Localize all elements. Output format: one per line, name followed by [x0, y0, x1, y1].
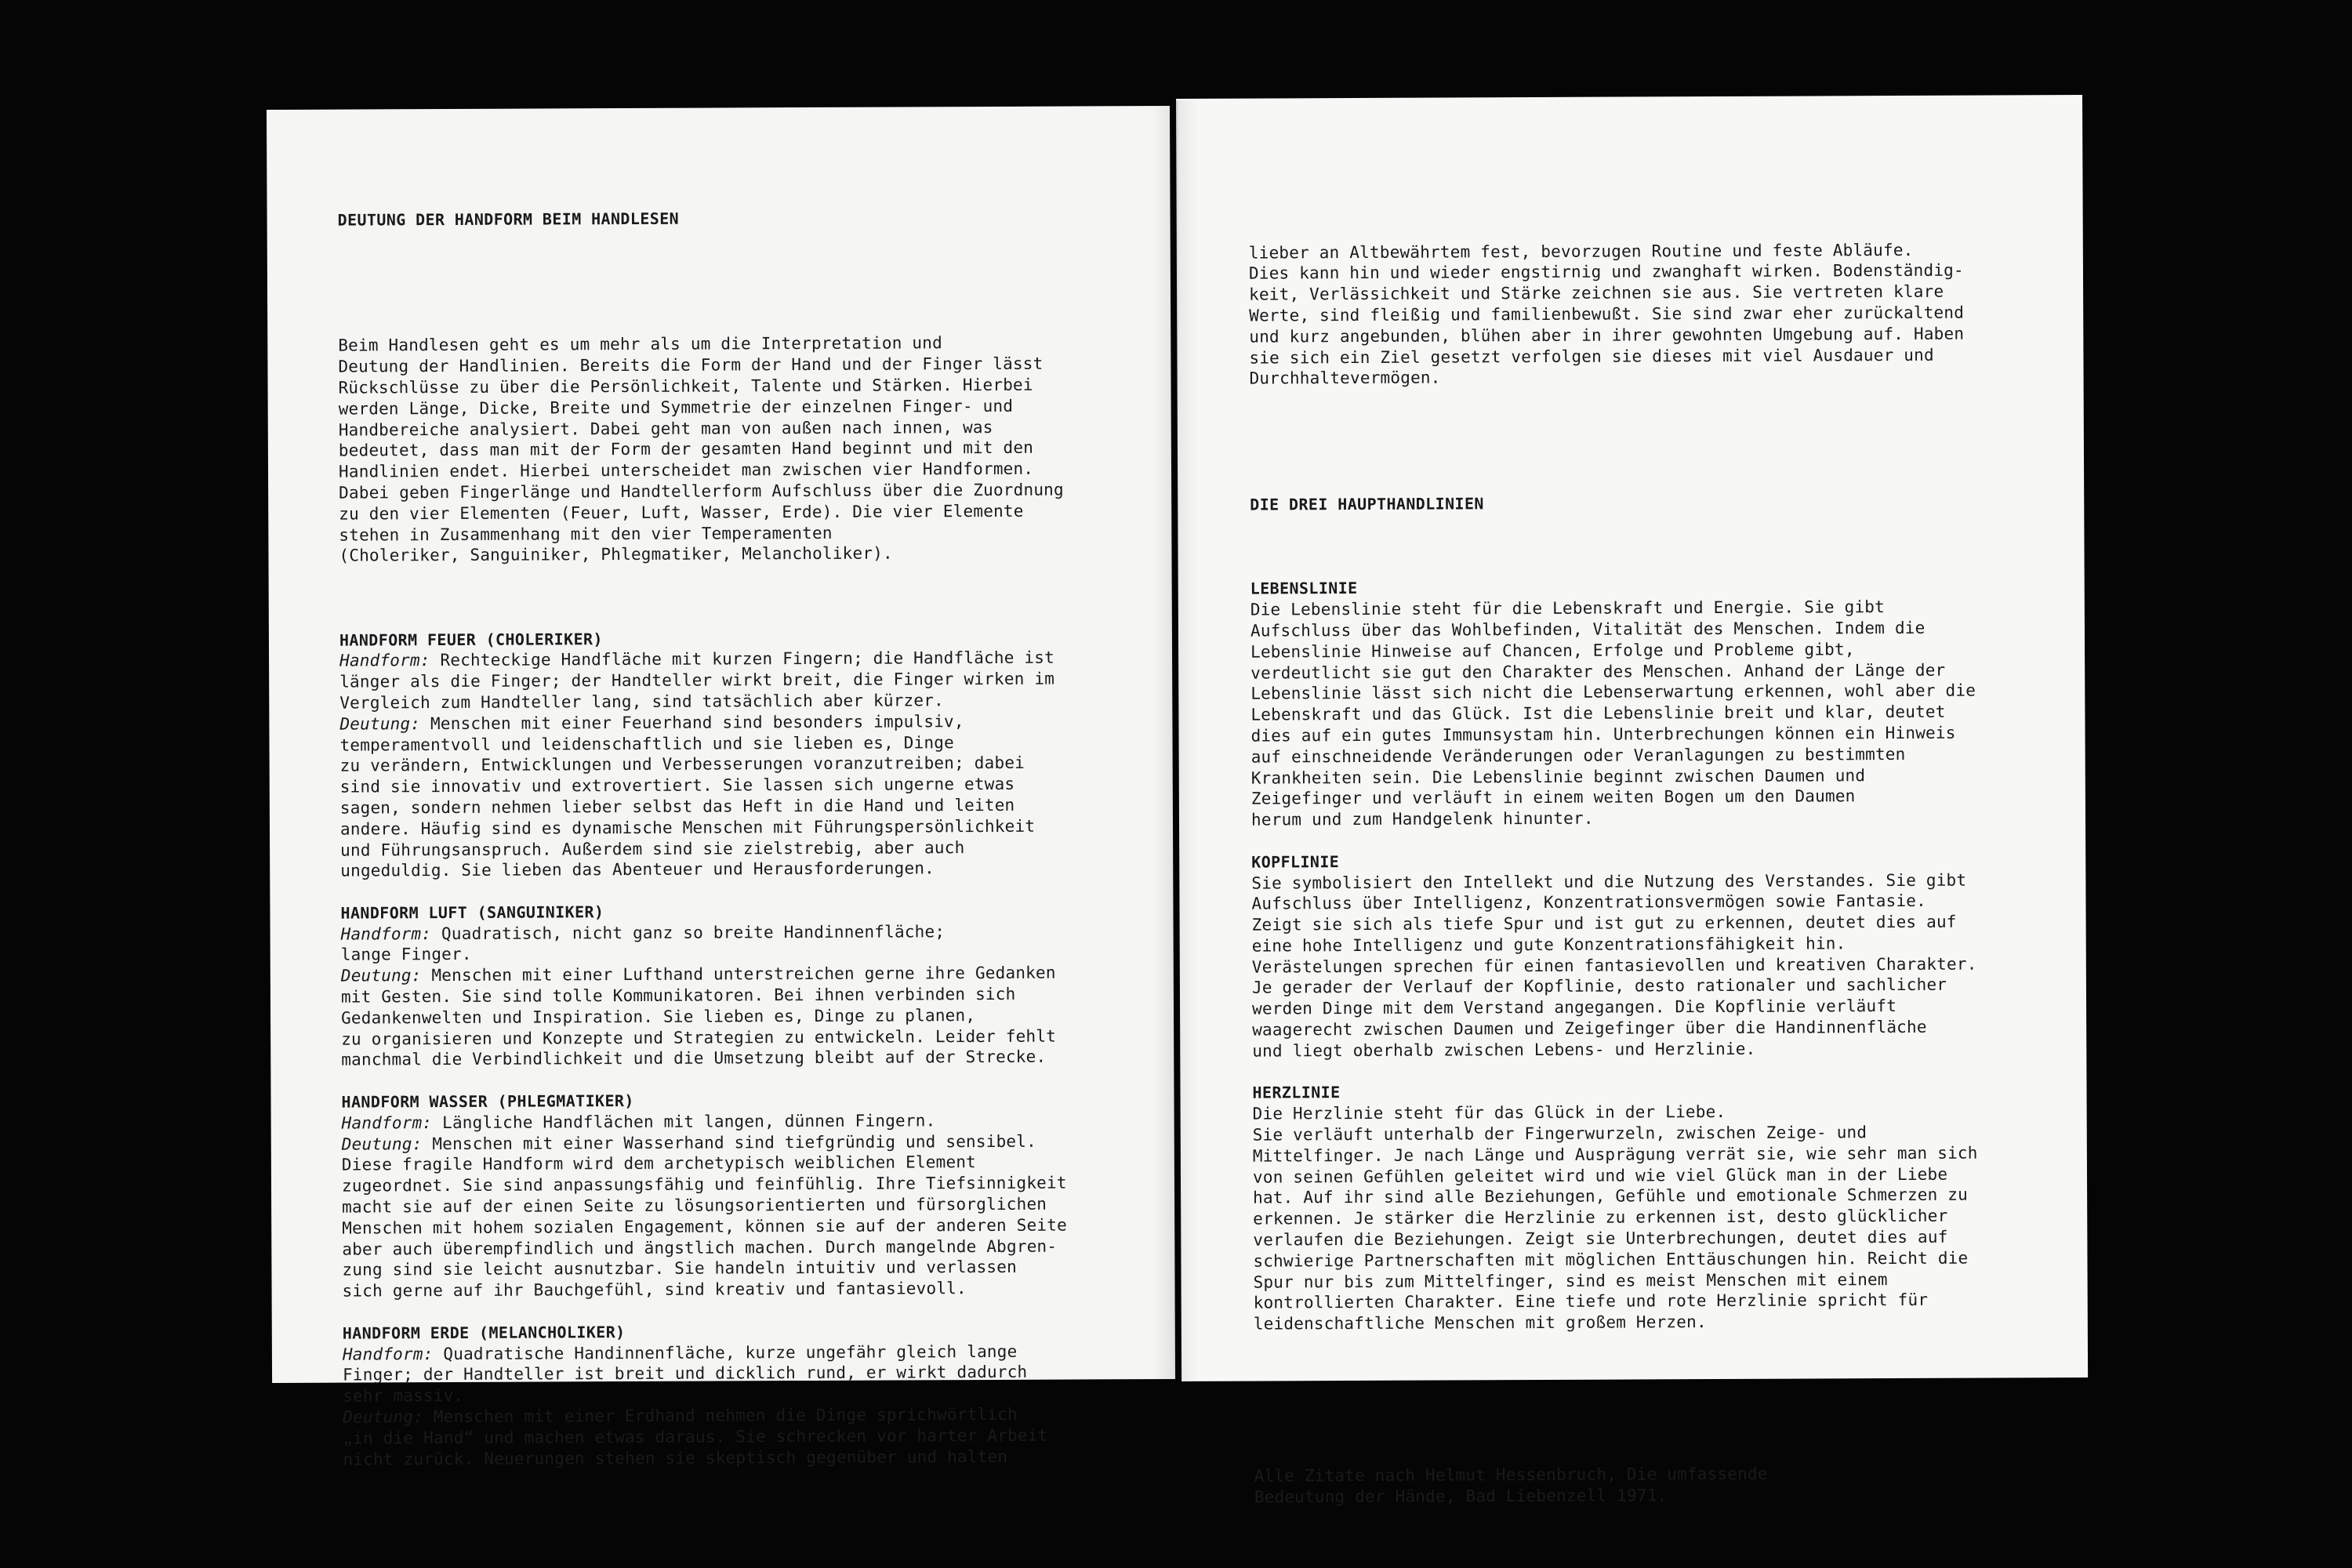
section-line [342, 1236, 1142, 1260]
section-line: auf einschneidende Veränderungen oder Veranlagungen zu bestimmten [1250, 744, 1906, 767]
section-line: von seinen Gefühlen geleitet wird und wie viel Glück man in der Liebe [1252, 1164, 1948, 1187]
line-text: Menschen mit einer Erdhand nehmen die Dinge sprichwörtlich [423, 1404, 1018, 1427]
section-line: verdeutlicht sie gut den Charakter des Menschen. Anhand der Länge der [1250, 660, 1946, 683]
section-line: Die Lebenslinie steht für die Lebenskraft und Energie. Sie gibt [1250, 597, 1886, 619]
line-text: zu verändern, Entwicklungen und Verbesserungen voranzutreiben; dabei [339, 753, 1025, 775]
section-line: schwierige Partnerschaften mit möglichen Enttäuschungen hin. Reicht die [1253, 1248, 1969, 1271]
line-text: Menschen mit einer Feuerhand sind besonders impulsiv, [420, 711, 964, 733]
section-line: dies auf ein gutes Immunsystam hin. Unterbrechungen können ein Hinweis [1250, 723, 1956, 746]
continuation-line: sie sich ein Ziel gesetzt verfolgen sie dieses mit viel Ausdauer und [1249, 345, 1934, 368]
section-line [343, 1362, 1142, 1386]
footnote-line: Bedeutung der Hände, Bad Liebenzell 1971. [1254, 1486, 1668, 1507]
section-line: Lebenslinie Hinweise auf Chancen, Erfolge und Probleme gibt, [1250, 639, 1855, 662]
line-text: aber auch überempfindlich und ängstlich machen. Durch mangelnde Abgren- [342, 1236, 1058, 1259]
section-line: Krankheiten sein. Die Lebenslinie beginnt zwischen Daumen und [1250, 765, 1866, 788]
intro-paragraph [338, 332, 1138, 567]
section-line: Zeigt sie sich als tiefe Spur und ist gut zu erkennen, deutet dies auf [1251, 912, 1957, 935]
continuation-line: und kurz angebunden, blühen aber in ihrer gewohnten Umgebung auf. Haben [1249, 324, 1965, 347]
line-text: Menschen mit einer Wasserhand sind tiefgründig und sensibel. [422, 1131, 1036, 1153]
line-text: ungeduldig. Sie lieben das Abenteuer und Herausforderungen. [340, 858, 935, 880]
section-line: Sie verläuft unterhalb der Fingerwurzeln, zwischen Zeige- und [1252, 1123, 1867, 1145]
section-line: hat. Auf ihr sind alle Beziehungen, Gefühle und emotionale Schmerzen zu [1253, 1185, 1969, 1208]
section-line: waagerecht zwischen Daumen und Zeigefinger über die Handinnenfläche [1252, 1017, 1927, 1040]
section-line: Spur nur bis zum Mittelfinger, sind es meist Menschen mit einem [1253, 1269, 1888, 1292]
left-title: DEUTUNG DER HANDFORM BEIM HANDLESEN [337, 209, 680, 230]
line-text: manchmal die Verbindlichkeit und die Umsetzung bleibt auf der Strecke. [341, 1047, 1047, 1070]
line-text: Vergleich zum Handteller lang, sind tatsächlich aber kürzer. [339, 691, 944, 713]
continuation-line: Werte, sind fleißig und familienbewußt. Sie sind zwar eher zurückaltend [1249, 303, 1965, 325]
section-line: Die Herzlinie steht für das Glück in der Liebe. [1252, 1102, 1726, 1123]
line-text: Menschen mit hohem sozialen Engagement, können sie auf der anderen Seite [342, 1215, 1067, 1238]
line-text: Rechteckige Handfläche mit kurzen Fingern; die Handfläche ist [430, 648, 1054, 670]
section-line: Lebenskraft und das Glück. Ist die Lebenslinie breit und klar, deutet [1250, 702, 1946, 724]
section-heading: HANDFORM FEUER (CHOLERIKER) [339, 629, 603, 650]
section-line: verlaufen die Beziehungen. Zeigt sie Unterbrechungen, deutet dies auf [1253, 1227, 1948, 1250]
section-line: Zeigefinger und verläuft in einem weiten Bogen um den Daumen [1250, 786, 1856, 808]
section-heading: HANDFORM ERDE (MELANCHOLIKER) [342, 1322, 626, 1343]
spacer [338, 269, 1138, 293]
intro-line: zu den vier Elementen (Feuer, Luft, Wasser, Erde). Die vier Elemente [339, 501, 1024, 524]
continuation-line: keit, Verlässichkeit und Stärke zeichnen sie aus. Sie vertreten klare [1249, 281, 1944, 304]
field-label: Deutung: [341, 1134, 423, 1154]
line-text: Gedankenwelten und Inspiration. Sie lieben es, Dinge zu planen, [341, 1005, 976, 1028]
intro-line: (Choleriker, Sanguiniker, Phlegmatiker, Melancholiker). [339, 543, 893, 565]
section-line: Sie symbolisiert den Intellekt und die Nutzung des Verstandes. Sie gibt [1251, 870, 1967, 893]
line-text: sehr massiv. [343, 1386, 464, 1406]
intro-line: Dabei geben Fingerlänge und Handtellerform Aufschluss über die Zuordnung [339, 480, 1064, 503]
field-label: Handform: [340, 924, 432, 944]
section-line [343, 1446, 1142, 1470]
intro-line: bedeutet, dass man mit der Form der gesamten Hand beginnt und mit den [338, 438, 1034, 460]
line-text: Diese fragile Handform wird dem archetypisch weiblichen Element [341, 1152, 977, 1175]
intro-line: Deutung der Handlinien. Bereits die Form der Hand und der Finger lässt [338, 354, 1044, 376]
section-line: Verästelungen sprechen für einen fantasievollen und kreativen Charakter. [1251, 954, 1977, 977]
intro-line: stehen in Zusammenhang mit den vier Temperamenten [339, 523, 833, 545]
section-line: Mittelfinger. Je nach Länge und Ausprägung verrät sie, wie sehr man sich [1252, 1143, 1978, 1166]
section-line: herum und zum Handgelenk hinunter. [1250, 808, 1594, 829]
intro-line: Handbereiche analysiert. Dabei geht man von außen nach innen, was [338, 417, 993, 440]
line-text: lange Finger. [340, 945, 472, 965]
line-text: sagen, sondern nehmen lieber selbst das Heft in die Hand und leiten [339, 795, 1015, 818]
line-text: und Führungsanspruch. Außerdem sind sie zielstrebig, aber auch [340, 837, 965, 860]
section-heading: KOPFLINIE [1251, 851, 1340, 872]
line-text: sich gerne auf ihr Bauchgefühl, sind kreativ und fantasievoll. [342, 1279, 967, 1301]
handform-sections [339, 605, 1143, 1470]
section-line [340, 815, 1140, 840]
section-line [342, 1131, 1142, 1155]
field-label: Handform: [341, 1112, 433, 1133]
line-text: zu organisieren und Konzepte und Strategien zu entwickeln. Leider fehlt [341, 1026, 1057, 1049]
line-text: mit Gesten. Sie sind tolle Kommunikatoren. Bei ihnen verbinden sich [340, 984, 1016, 1007]
footnote [1254, 1462, 2062, 1508]
intro-line: werden Länge, Dicke, Breite und Symmetrie der einzelnen Finger- und [338, 396, 1014, 419]
spacer [1250, 428, 2057, 452]
line-text: Finger; der Handteller ist breit und dicklich rund, er wirkt dadurch [342, 1363, 1028, 1385]
footnote-line: Alle Zitate nach Helmut Hessenbruch, Die umfassende [1254, 1464, 1768, 1486]
field-label: Deutung: [343, 1407, 424, 1427]
handlinien-sections [1250, 554, 2061, 1335]
left-page [267, 106, 1175, 1469]
section-line [342, 1193, 1142, 1218]
section-line [343, 1425, 1142, 1449]
line-text: zugeordnet. Sie sind anpassungsfähig und feinfühlig. Ihre Tiefsinnigkeit [341, 1173, 1067, 1196]
section-heading: HERZLINIE [1252, 1083, 1341, 1103]
section-heading: LEBENSLINIE [1250, 579, 1358, 598]
field-label: Handform: [339, 651, 430, 670]
section-heading: HANDFORM LUFT (SANGUINIKER) [340, 902, 604, 923]
line-text: „in die Hand“ und machen etwas daraus. Sie schrecken vor harter Arbeit [343, 1425, 1048, 1448]
intro-line: Rückschlüsse zu über die Persönlichkeit, Talente und Stärken. Hierbei [338, 375, 1033, 397]
field-label: Deutung: [339, 713, 421, 734]
line-text: nicht zurück. Neuerungen stehen sie skeptisch gegenüber und halten [343, 1446, 1008, 1469]
left-page-text [337, 164, 1142, 1512]
continuation-line: Durchhaltevermögen. [1249, 368, 1441, 388]
line-text: sind sie innovativ und extrovertiert. Sie lassen sich ungerne etwas [339, 774, 1015, 797]
line-text: Quadratisch, nicht ganz so breite Handinnenfläche; [431, 921, 946, 943]
section-line: kontrollierten Charakter. Eine tiefe und rote Herzlinie spricht für [1253, 1290, 1929, 1313]
continuation-line: lieber an Altbewährtem fest, bevorzugen Routine und feste Abläufe. [1248, 240, 1914, 263]
line-text: Quadratische Handinnenfläche, kurze ungefähr gleich lange [433, 1341, 1018, 1363]
intro-line: Handlinien endet. Hierbei unterscheidet man zwischen vier Handformen. [338, 459, 1034, 481]
section-line: und liegt oberhalb zwischen Lebens- und Herzlinie. [1252, 1039, 1756, 1061]
right-page [1176, 95, 2088, 1507]
section-line [339, 668, 1139, 692]
section-line: Aufschluss über Intelligenz, Konzentrationsvermögen sowie Fantasie. [1251, 891, 1927, 913]
line-text: länger als die Finger; der Handteller wirkt breit, die Finger wirken im [339, 669, 1055, 691]
right-page-text [1249, 197, 2063, 1550]
line-text: Längliche Handflächen mit langen, dünnen Fingern. [432, 1111, 936, 1132]
section-line: Je gerader der Verlauf der Kopflinie, desto rationaler und sachlicher [1251, 975, 1947, 998]
field-label: Deutung: [340, 966, 422, 985]
section-line [340, 752, 1140, 776]
section-heading: HANDFORM WASSER (PHLEGMATIKER) [341, 1091, 634, 1112]
section-line [342, 1214, 1142, 1239]
line-text: zung sind sie leicht ausnutzbar. Sie handeln intuitiv und verlassen [342, 1258, 1018, 1280]
section-line: eine hohe Intelligenz und gute Konzentrationsfähigkeit hin. [1251, 934, 1846, 956]
continuation-line: Dies kann hin und wieder engstirnig und zwanghaft wirken. Bodenständig- [1248, 261, 1964, 283]
section-line: erkennen. Je stärker die Herzlinie zu erkennen ist, desto glücklicher [1253, 1206, 1948, 1229]
line-text: macht sie auf der einen Seite zu lösungsorientierten und fürsorglichen [342, 1194, 1047, 1217]
line-text: andere. Häufig sind es dynamische Menschen mit Führungspersönlichkeit [339, 816, 1036, 839]
line-text: Menschen mit einer Lufthand unterstreichen gerne ihre Gedanken [421, 963, 1056, 985]
section-line: Lebenslinie lässt sich nicht die Lebenserwartung erkennen, wohl aber die [1250, 681, 1976, 703]
right-title: DIE DREI HAUPTHANDLINIEN [1250, 494, 1484, 514]
section-line: leidenschaftliche Menschen mit großem Herzen. [1253, 1312, 1707, 1334]
intro-line: Beim Handlesen geht es um mehr als um die Interpretation und [338, 333, 942, 355]
section-line: werden Dinge mit dem Verstand angegangen. Die Kopflinie verläuft [1252, 996, 1897, 1018]
spacer [1254, 1374, 2061, 1424]
field-label: Handform: [342, 1344, 434, 1364]
section-line: Aufschluss über das Wohlbefinden, Vitalität des Menschen. Indem die [1250, 618, 1926, 641]
section-line [341, 1047, 1141, 1071]
continuation-paragraph [1249, 239, 2057, 390]
line-text: temperamentvoll und leidenschaftlich und sie lieben es, Dinge [339, 732, 955, 755]
section-line [341, 962, 1141, 986]
